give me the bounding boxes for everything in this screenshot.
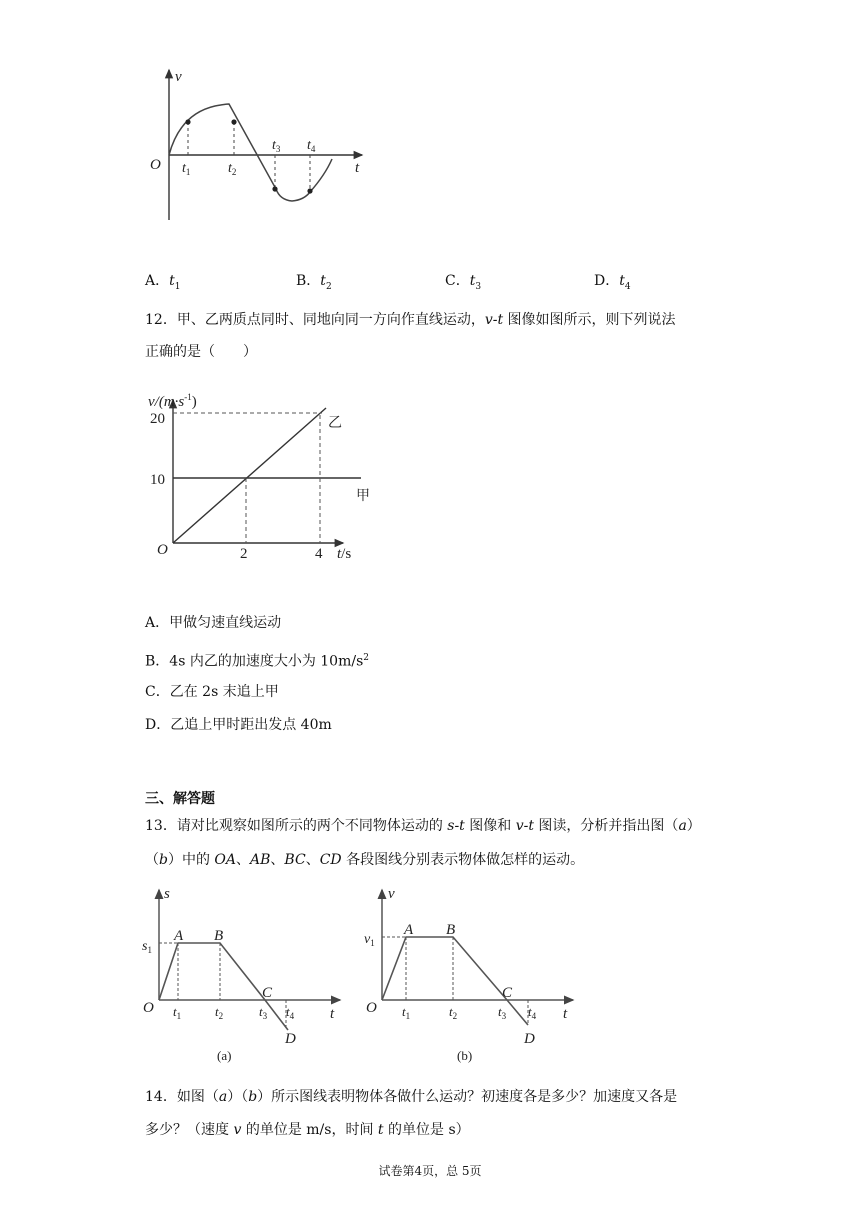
svg-text:v: v xyxy=(388,886,395,902)
svg-text:20: 20 xyxy=(150,411,165,427)
svg-text:(b): (b) xyxy=(457,1048,473,1063)
y-axis-label: v xyxy=(175,69,182,85)
svg-text:t: t xyxy=(563,1006,568,1022)
svg-text:A: A xyxy=(174,928,184,944)
page-footer: 试卷第4页，总 5页 xyxy=(378,1164,482,1178)
svg-text:D: D xyxy=(285,1031,296,1047)
q11-option-d[interactable]: D．$t_4$ xyxy=(594,273,631,292)
svg-text:甲: 甲 xyxy=(356,489,370,504)
q12-option-c[interactable]: C．乙在 2s 末追上甲 xyxy=(145,684,279,700)
line-yi xyxy=(173,408,326,543)
svg-text:A: A xyxy=(404,922,414,938)
q13-stem-line2: （b）中的 OA、AB、BC、CD 各段图线分别表示物体做怎样的运动。 xyxy=(145,852,585,868)
svg-text:C: C xyxy=(502,985,513,1001)
svg-text:C: C xyxy=(262,985,273,1001)
svg-text:t4: $t_4$ xyxy=(286,1004,295,1021)
point-t1 xyxy=(185,119,190,124)
svg-text:O: O xyxy=(143,1000,154,1016)
q11-option-c[interactable]: C．$t_3$ xyxy=(445,273,482,292)
point-t4 xyxy=(307,188,312,193)
q11-vt-graph xyxy=(140,62,380,227)
origin-label: O xyxy=(150,157,161,173)
q12-vt-graph xyxy=(140,380,390,570)
svg-text:t1: $t_1$ xyxy=(402,1004,411,1021)
svg-text:t4: $t_4$ xyxy=(307,138,316,154)
svg-text:O: O xyxy=(157,542,168,558)
x-axis-label: t xyxy=(355,160,360,176)
q14-stem-line1: 14．如图（a）（b）所示图线表明物体各做什么运动？初速度各是多少？加速度又各是 xyxy=(145,1089,678,1105)
svg-text:乙: 乙 xyxy=(328,416,342,431)
point-t3 xyxy=(272,186,277,191)
svg-text:(a): (a) xyxy=(217,1048,232,1063)
q13-stem-line1: 13．请对比观察如图所示的两个不同物体运动的 s-t 图像和 v-t 图读，分析并指出图（a） xyxy=(145,818,701,834)
svg-text:t: t xyxy=(330,1006,335,1022)
q12-option-a[interactable]: A．甲做匀速直线运动 xyxy=(145,615,282,631)
svg-text:10: 10 xyxy=(150,472,165,488)
svg-text:t3: $t_3$ xyxy=(498,1004,507,1021)
q12-stem-line1: 12．甲、乙两质点同时、同地向同一方向作直线运动，v-t 图像如图所示，则下列说法 xyxy=(145,312,676,328)
q11-option-a[interactable]: A．$t_1$ xyxy=(145,273,181,292)
svg-text:v1: $v_1$ xyxy=(364,932,375,948)
svg-text:D: D xyxy=(524,1031,535,1047)
q11-option-b[interactable]: B．$t_2$ xyxy=(296,273,332,292)
svg-text:B: B xyxy=(214,928,224,944)
q12-option-d[interactable]: D．乙追上甲时距出发点 40m xyxy=(145,717,332,733)
svg-text:t4: $t_4$ xyxy=(528,1004,537,1021)
section-heading: 三、解答题 xyxy=(145,791,215,807)
svg-text:t3: $t_3$ xyxy=(272,138,281,154)
svg-text:t/s: t/s xyxy=(337,546,352,562)
svg-text:t3: $t_3$ xyxy=(259,1004,268,1021)
svg-text:B: B xyxy=(446,922,456,938)
svg-text:t1: $t_1$ xyxy=(182,161,191,177)
svg-text:v/(m·s-1): $v/(m\cdot s^{-1})$ xyxy=(148,392,197,410)
svg-text:4: 4 xyxy=(315,546,323,562)
q12-option-b[interactable]: B．4s 内乙的加速度大小为 $10m/s^2$ xyxy=(145,653,370,670)
svg-text:t2: $t_2$ xyxy=(228,161,237,177)
svg-text:t2: $t_2$ xyxy=(449,1004,458,1021)
q14-stem-line2: 多少？（速度 v 的单位是 m/s，时间 t 的单位是 s） xyxy=(145,1122,470,1138)
svg-text:O: O xyxy=(366,1000,377,1016)
svg-text:2: 2 xyxy=(240,546,248,562)
svg-text:t1: $t_1$ xyxy=(173,1004,182,1021)
q13-st-graph-a xyxy=(140,880,350,1065)
svg-text:s: s xyxy=(164,886,170,902)
point-t2 xyxy=(231,119,236,124)
q12-stem-line2: 正确的是（ ） xyxy=(145,344,257,360)
q13-vt-graph-b xyxy=(360,880,580,1065)
svg-text:s1: $s_1$ xyxy=(142,939,152,955)
svg-text:t2: $t_2$ xyxy=(215,1004,224,1021)
